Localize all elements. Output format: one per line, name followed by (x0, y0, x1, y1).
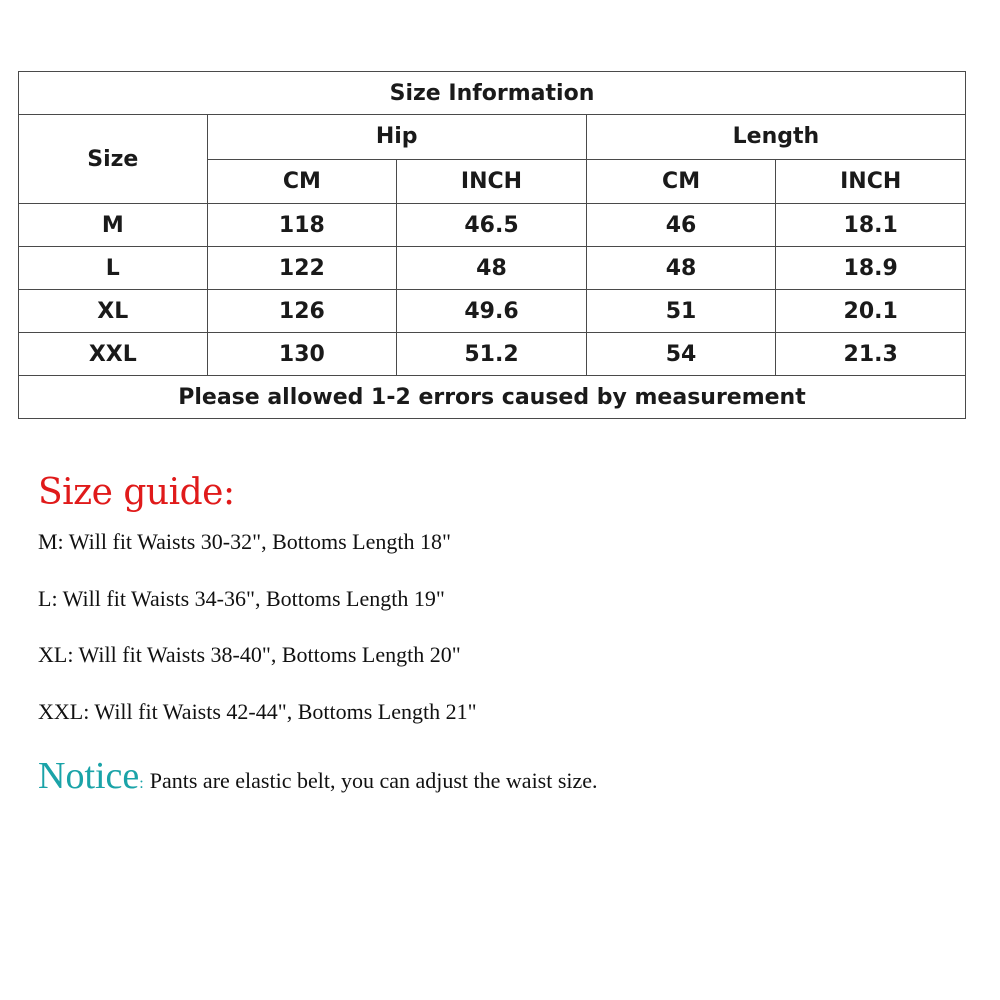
length-inch-cell: 18.1 (776, 204, 966, 247)
hip-inch-header: INCH (397, 159, 587, 204)
length-cm-cell: 51 (586, 290, 776, 333)
table-title: Size Information (19, 72, 966, 115)
measurement-note: Please allowed 1-2 errors caused by measurement (19, 376, 966, 419)
length-inch-cell: 18.9 (776, 247, 966, 290)
notice-colon: : (139, 775, 144, 792)
length-cm-header: CM (586, 159, 776, 204)
size-column-header: Size (19, 115, 208, 204)
length-cm-cell: 46 (586, 204, 776, 247)
table-group-header-row (19, 115, 966, 160)
hip-cm-cell: 126 (207, 290, 397, 333)
table-row (19, 333, 966, 376)
notice (38, 752, 598, 808)
table-footer-row (19, 376, 966, 419)
table-row (19, 204, 966, 247)
length-inch-header: INCH (776, 159, 966, 204)
size-information-table (18, 71, 966, 419)
size-guide-title: Size guide: (38, 472, 235, 513)
size-guide-line-m: M: Will fit Waists 30-32", Bottoms Length 18" (38, 529, 451, 554)
size-guide-line-l: L: Will fit Waists 34-36", Bottoms Length 19" (38, 586, 445, 611)
size-guide-line-xxl: XXL: Will fit Waists 42-44", Bottoms Length 21" (38, 699, 477, 724)
hip-cm-cell: 130 (207, 333, 397, 376)
hip-cm-cell: 118 (207, 204, 397, 247)
length-cm-cell: 48 (586, 247, 776, 290)
length-inch-cell: 20.1 (776, 290, 966, 333)
length-cm-cell: 54 (586, 333, 776, 376)
size-cell: M (19, 204, 208, 247)
hip-inch-cell: 49.6 (397, 290, 587, 333)
hip-inch-cell: 46.5 (397, 204, 587, 247)
size-cell: XL (19, 290, 208, 333)
size-cell: XXL (19, 333, 208, 376)
hip-inch-cell: 51.2 (397, 333, 587, 376)
size-cell: L (19, 247, 208, 290)
notice-label: Notice (38, 755, 140, 797)
table-row (19, 247, 966, 290)
hip-cm-cell: 122 (207, 247, 397, 290)
hip-inch-cell: 48 (397, 247, 587, 290)
table-title-row (19, 72, 966, 115)
table-row (19, 290, 966, 333)
length-inch-cell: 21.3 (776, 333, 966, 376)
hip-cm-header: CM (207, 159, 397, 204)
size-guide-line-xl: XL: Will fit Waists 38-40", Bottoms Length 20" (38, 642, 461, 667)
length-column-header: Length (586, 115, 965, 160)
hip-column-header: Hip (207, 115, 586, 160)
notice-text: Pants are elastic belt, you can adjust the waist size. (149, 768, 598, 793)
